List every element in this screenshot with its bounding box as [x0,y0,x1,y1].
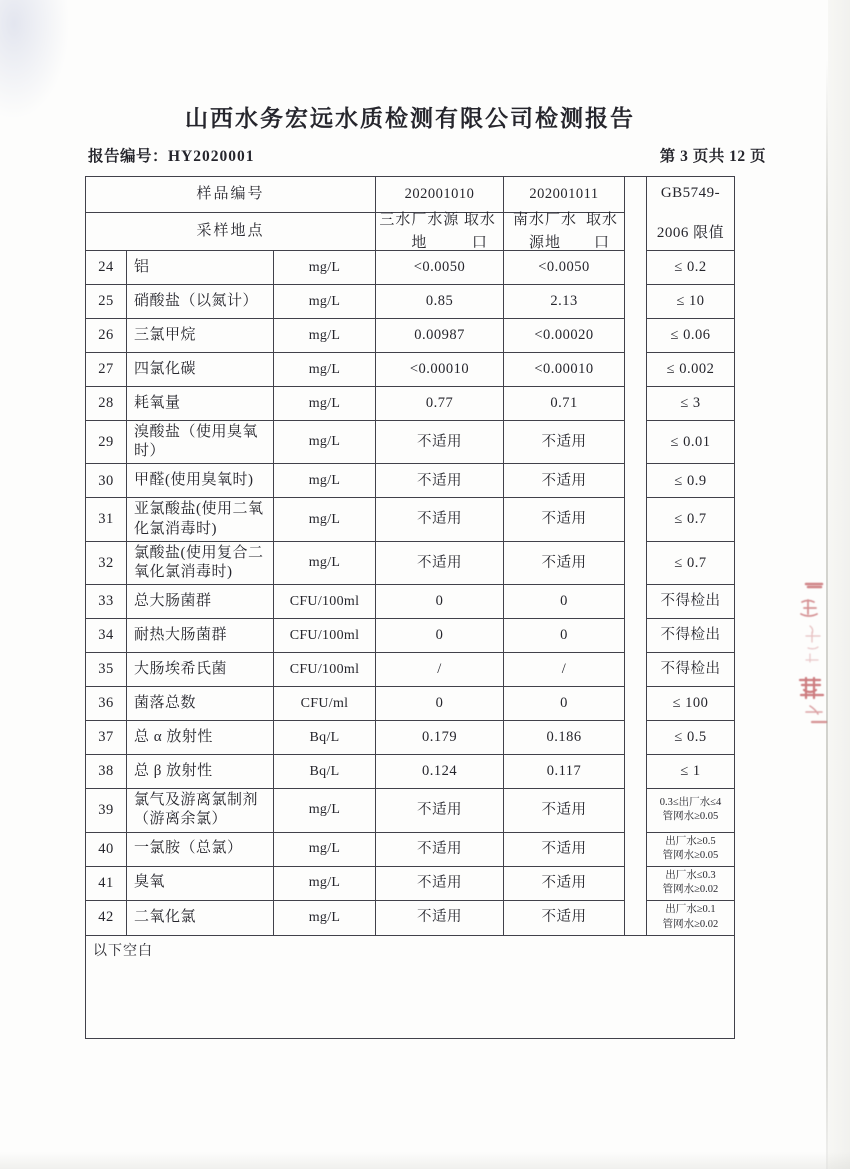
row-37-sample2-value: 0.186 [504,721,625,755]
row-26-sample1-value: 0.00987 [376,319,504,353]
row-27-number: 27 [85,353,127,387]
row-28-spacer [625,387,647,421]
row-38-limit: ≤ 1 [647,755,735,789]
row-36-limit: ≤ 100 [647,687,735,721]
row-37-param-name: 总 α 放射性 [127,721,274,755]
row-27-unit: mg/L [274,353,376,387]
row-28-param-name: 耗氧量 [127,387,274,421]
header-sample2-id: 202001011 [504,176,625,213]
row-39-spacer [625,789,647,832]
row-28-limit: ≤ 3 [647,387,735,421]
row-39-sample1-value: 不适用 [376,789,504,832]
row-33-sample1-value: 0 [376,585,504,619]
row-24-unit: mg/L [274,251,376,285]
row-25-unit: mg/L [274,285,376,319]
row-38-unit: Bq/L [274,755,376,789]
results-table [85,176,735,1039]
row-42-number: 42 [85,901,127,935]
row-30-spacer [625,464,647,498]
row-26-spacer [625,319,647,353]
row-41-sample1-value: 不适用 [376,867,504,901]
row-39-param-name: 氯气及游离氯制剂（游离余氯） [127,789,274,832]
row-30-sample1-value: 不适用 [376,464,504,498]
row-24-number: 24 [85,251,127,285]
row-32-sample2-value: 不适用 [504,542,625,585]
row-29-sample2-value: 不适用 [504,421,625,464]
row-40-unit: mg/L [274,833,376,867]
row-28-sample1-value: 0.77 [376,387,504,421]
row-41-sample2-value: 不适用 [504,867,625,901]
row-26-sample2-value: <0.00020 [504,319,625,353]
row-36-sample1-value: 0 [376,687,504,721]
header-sample-site-label: 采样地点 [85,213,376,251]
row-39-number: 39 [85,789,127,832]
row-37-unit: Bq/L [274,721,376,755]
row-30-unit: mg/L [274,464,376,498]
row-30-number: 30 [85,464,127,498]
row-35-limit: 不得检出 [647,653,735,687]
row-28-unit: mg/L [274,387,376,421]
row-41-spacer [625,867,647,901]
row-40-number: 40 [85,833,127,867]
row-32-spacer [625,542,647,585]
row-24-spacer [625,251,647,285]
row-32-param-name: 氯酸盐(使用复合二氧化氯消毒时) [127,542,274,585]
row-36-unit: CFU/ml [274,687,376,721]
row-34-sample1-value: 0 [376,619,504,653]
row-40-param-name: 一氯胺（总氯） [127,833,274,867]
report-meta-row [88,144,766,166]
header-sample1-site: 三水厂水源地 取水口 [376,213,504,251]
row-28-number: 28 [85,387,127,421]
row-29-sample1-value: 不适用 [376,421,504,464]
paper-edge-shadow [826,60,828,1169]
header-limit-standard: GB5749- 2006 限值 [647,176,735,251]
row-31-param-name: 亚氯酸盐(使用二氧化氯消毒时) [127,498,274,541]
row-26-unit: mg/L [274,319,376,353]
row-27-param-name: 四氯化碳 [127,353,274,387]
table-spacer-column [625,176,647,251]
row-41-number: 41 [85,867,127,901]
row-27-sample1-value: <0.00010 [376,353,504,387]
row-42-sample1-value: 不适用 [376,901,504,935]
row-33-spacer [625,585,647,619]
row-40-sample1-value: 不适用 [376,833,504,867]
row-26-number: 26 [85,319,127,353]
blank-area-note: 以下空白 [93,943,153,959]
row-39-limit: 0.3≤出厂水≤4 管网水≥0.05 [647,789,735,832]
row-34-sample2-value: 0 [504,619,625,653]
row-38-sample1-value: 0.124 [376,755,504,789]
row-25-limit: ≤ 10 [647,285,735,319]
row-41-limit: 出厂水≤0.3 管网水≥0.02 [647,867,735,901]
row-41-param-name: 臭氧 [127,867,274,901]
row-40-sample2-value: 不适用 [504,833,625,867]
row-33-unit: CFU/100ml [274,585,376,619]
row-24-sample1-value: <0.0050 [376,251,504,285]
row-28-sample2-value: 0.71 [504,387,625,421]
row-30-sample2-value: 不适用 [504,464,625,498]
row-26-limit: ≤ 0.06 [647,319,735,353]
row-36-number: 36 [85,687,127,721]
red-stamp-fragment [786,580,842,730]
page-title: 山西水务宏远水质检测有限公司检测报告 [185,106,635,131]
row-33-sample2-value: 0 [504,585,625,619]
row-36-spacer [625,687,647,721]
row-30-limit: ≤ 0.9 [647,464,735,498]
row-34-param-name: 耐热大肠菌群 [127,619,274,653]
report-number [88,144,255,166]
row-40-limit: 出厂水≥0.5 管网水≥0.05 [647,833,735,867]
row-37-limit: ≤ 0.5 [647,721,735,755]
row-34-spacer [625,619,647,653]
row-41-unit: mg/L [274,867,376,901]
row-34-unit: CFU/100ml [274,619,376,653]
report-number-value: HY2020001 [168,148,255,165]
row-35-unit: CFU/100ml [274,653,376,687]
row-33-limit: 不得检出 [647,585,735,619]
row-36-sample2-value: 0 [504,687,625,721]
row-38-number: 38 [85,755,127,789]
report-number-label: 报告编号： [88,148,169,165]
row-32-number: 32 [85,542,127,585]
row-34-number: 34 [85,619,127,653]
row-25-sample2-value: 2.13 [504,285,625,319]
row-39-sample2-value: 不适用 [504,789,625,832]
row-27-spacer [625,353,647,387]
row-29-spacer [625,421,647,464]
row-42-limit: 出厂水≥0.1 管网水≥0.02 [647,901,735,935]
row-29-number: 29 [85,421,127,464]
header-sample2-site: 南水厂水源地 取水口 [504,213,625,251]
row-32-sample1-value: 不适用 [376,542,504,585]
row-37-sample1-value: 0.179 [376,721,504,755]
row-35-sample1-value: / [376,653,504,687]
row-29-param-name: 溴酸盐（使用臭氧时） [127,421,274,464]
blank-area [85,935,735,1039]
row-37-number: 37 [85,721,127,755]
row-32-limit: ≤ 0.7 [647,542,735,585]
row-35-spacer [625,653,647,687]
row-35-param-name: 大肠埃希氏菌 [127,653,274,687]
row-25-sample1-value: 0.85 [376,285,504,319]
row-31-number: 31 [85,498,127,541]
row-31-spacer [625,498,647,541]
row-36-param-name: 菌落总数 [127,687,274,721]
row-24-sample2-value: <0.0050 [504,251,625,285]
scan-background-right [828,0,850,1169]
row-31-limit: ≤ 0.7 [647,498,735,541]
row-25-spacer [625,285,647,319]
row-25-param-name: 硝酸盐（以氮计） [127,285,274,319]
paper-bottom-shadow [0,1152,850,1169]
row-38-sample2-value: 0.117 [504,755,625,789]
row-25-number: 25 [85,285,127,319]
row-29-unit: mg/L [274,421,376,464]
row-35-sample2-value: / [504,653,625,687]
row-26-param-name: 三氯甲烷 [127,319,274,353]
header-sample1-id: 202001010 [376,176,504,213]
row-37-spacer [625,721,647,755]
row-42-sample2-value: 不适用 [504,901,625,935]
row-42-spacer [625,901,647,935]
row-29-limit: ≤ 0.01 [647,421,735,464]
row-42-param-name: 二氧化氯 [127,901,274,935]
row-38-spacer [625,755,647,789]
row-32-unit: mg/L [274,542,376,585]
row-33-number: 33 [85,585,127,619]
row-31-unit: mg/L [274,498,376,541]
header-sample-id-label: 样品编号 [85,176,376,213]
row-33-param-name: 总大肠菌群 [127,585,274,619]
row-27-limit: ≤ 0.002 [647,353,735,387]
row-30-param-name: 甲醛(使用臭氧时) [127,464,274,498]
row-35-number: 35 [85,653,127,687]
row-24-param-name: 铝 [127,251,274,285]
row-31-sample2-value: 不适用 [504,498,625,541]
row-39-unit: mg/L [274,789,376,832]
row-34-limit: 不得检出 [647,619,735,653]
row-27-sample2-value: <0.00010 [504,353,625,387]
row-42-unit: mg/L [274,901,376,935]
row-31-sample1-value: 不适用 [376,498,504,541]
row-24-limit: ≤ 0.2 [647,251,735,285]
page-indicator: 第 3 页共 12 页 [659,148,766,165]
row-38-param-name: 总 β 放射性 [127,755,274,789]
row-40-spacer [625,833,647,867]
